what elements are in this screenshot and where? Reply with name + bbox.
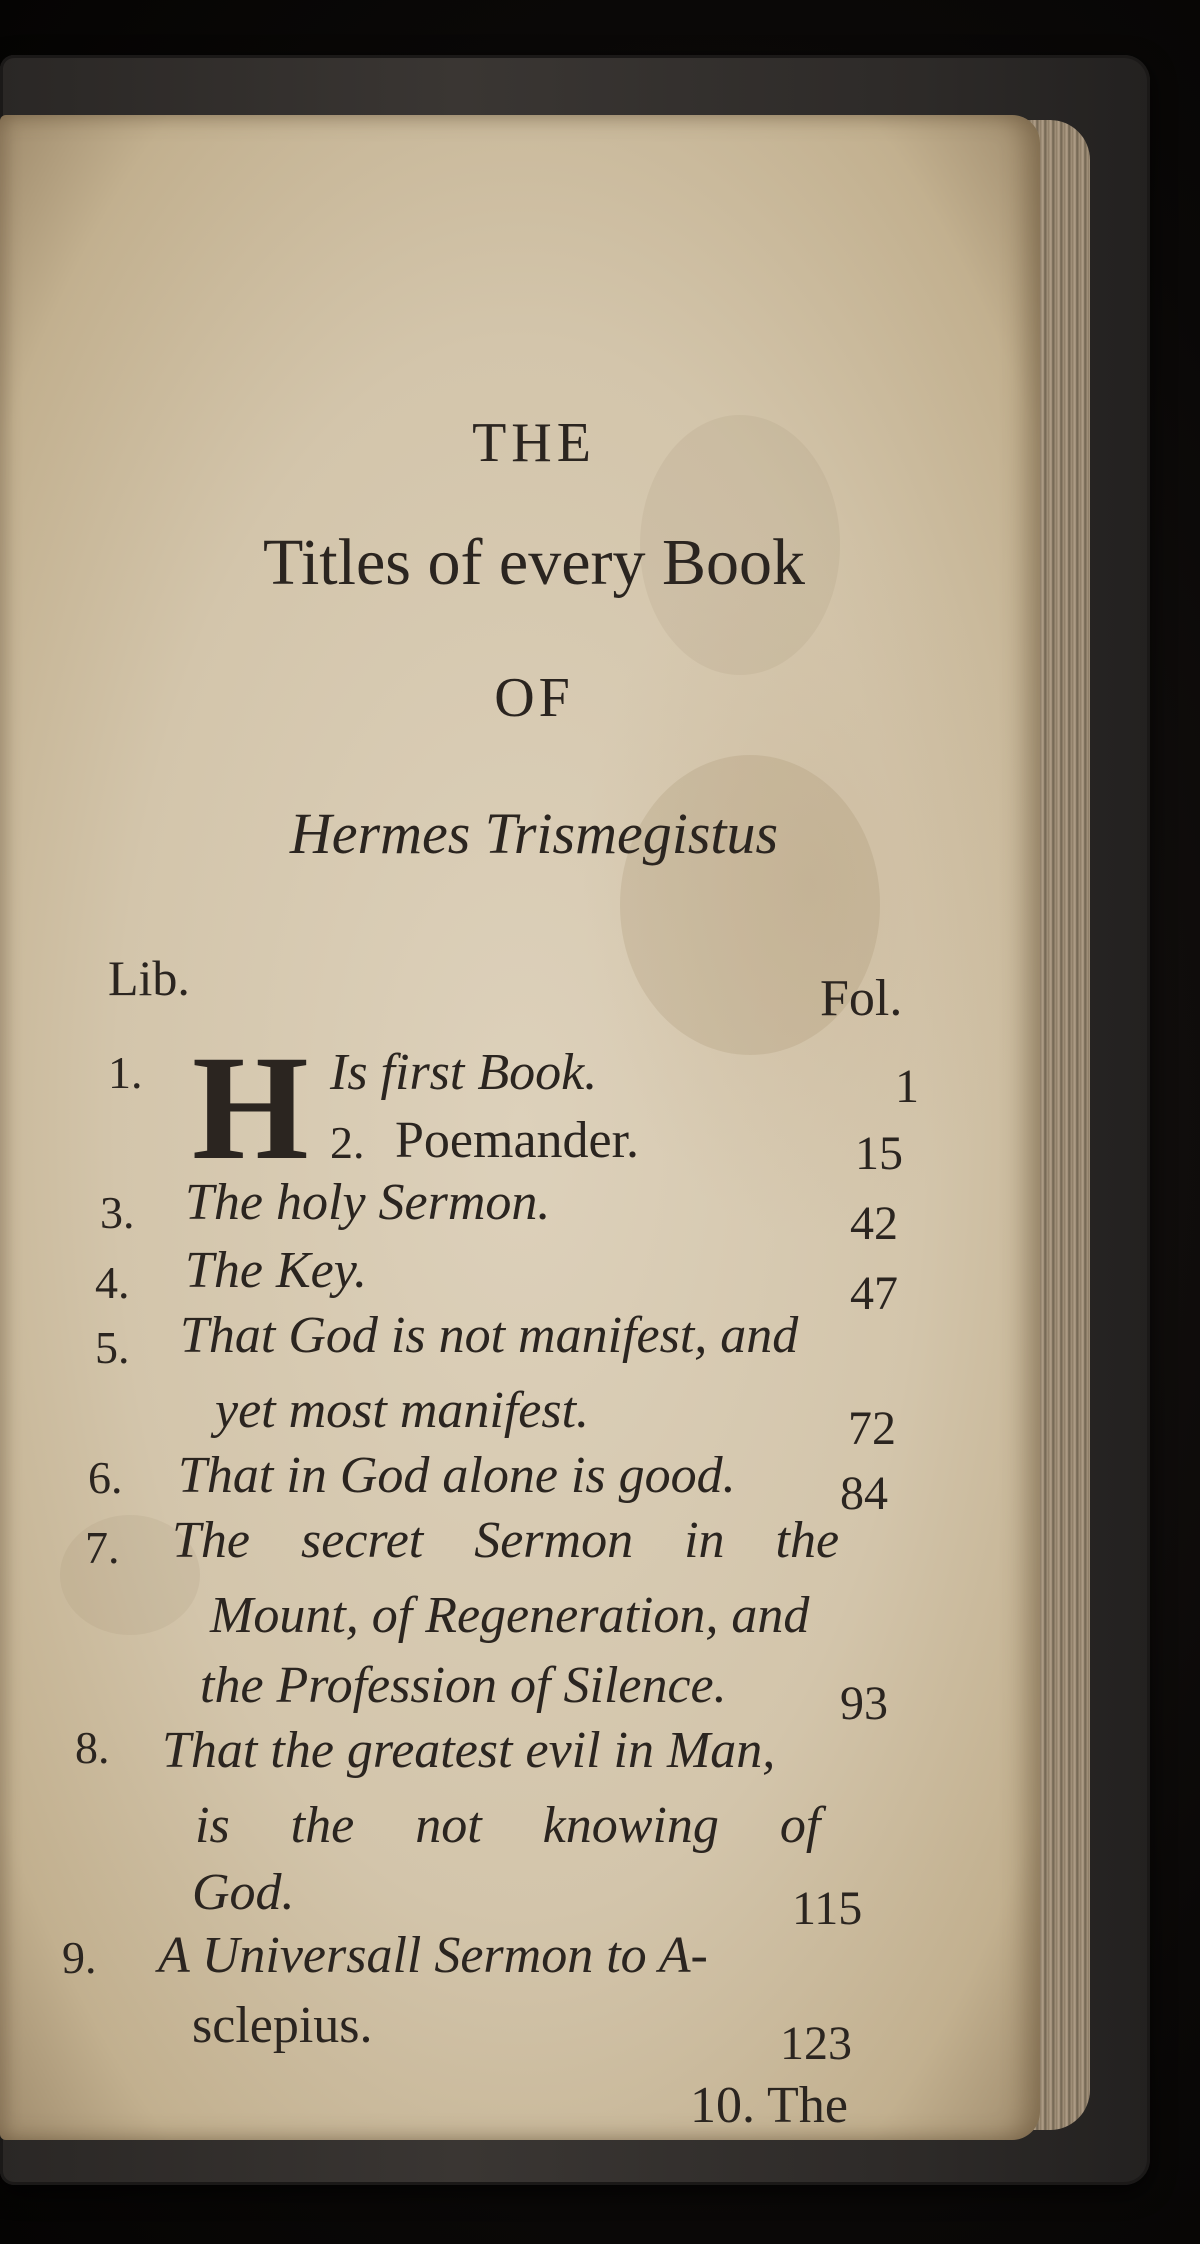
entry-title-continued: yet most manifest. [215,1382,590,1439]
entry-title: That God is not manifest, and [180,1307,799,1364]
entry-title: Poemander. [395,1112,640,1169]
entry-number: 5. [95,1322,130,1373]
entry-title: A Universall Sermon to A- [158,1927,708,1984]
entry-folio: 1 [895,1060,919,1113]
heading-of: OF [494,667,574,729]
entry-title-continued: sclepius. [192,1997,373,2054]
entry-folio: 123 [780,2017,852,2070]
entry-title-continued: God. [192,1864,295,1921]
entry-number: 1. [108,1047,143,1098]
entry-number: 3. [100,1187,135,1238]
drop-cap: H [192,1025,309,1191]
entry-title: That in God alone is good. [178,1447,736,1504]
entry-title: The Key. [185,1242,367,1299]
entry-folio: 72 [848,1402,896,1455]
entry-title-continued: the Profession of Silence. [200,1657,727,1714]
entry-number: 8. [75,1722,110,1773]
entry-folio: 84 [840,1467,888,1520]
entry-number: 7. [85,1522,120,1573]
entry-folio: 15 [855,1127,903,1180]
entry-title: The holy Sermon. [185,1174,551,1231]
entry-number: 6. [88,1452,123,1503]
entry-folio: 42 [850,1197,898,1250]
column-header-fol: Fol. [820,970,903,1027]
heading-titles: Titles of every Book [262,526,806,599]
heading-author: Hermes Trismegistus [289,801,779,866]
heading-the: THE [472,412,596,474]
column-header-lib: Lib. [108,950,190,1006]
entry-title: The secret Sermon in the [172,1512,840,1569]
entry-number: 4. [95,1257,130,1308]
entry-title: That the greatest evil in Man, [162,1722,776,1779]
entry-title-continued: Mount, of Regeneration, and [210,1587,810,1644]
entry-title-continued: is the not knowing of [195,1797,821,1854]
entry-number: 9. [62,1932,97,1983]
entry-title: Is first Book. [330,1044,598,1101]
entry-folio: 47 [850,1267,898,1320]
catchword: 10. The [690,2077,848,2134]
entry-folio: 115 [792,1882,863,1935]
entry-folio: 93 [840,1677,888,1730]
entry-number: 2. [330,1117,365,1168]
book-page [0,115,1040,2140]
